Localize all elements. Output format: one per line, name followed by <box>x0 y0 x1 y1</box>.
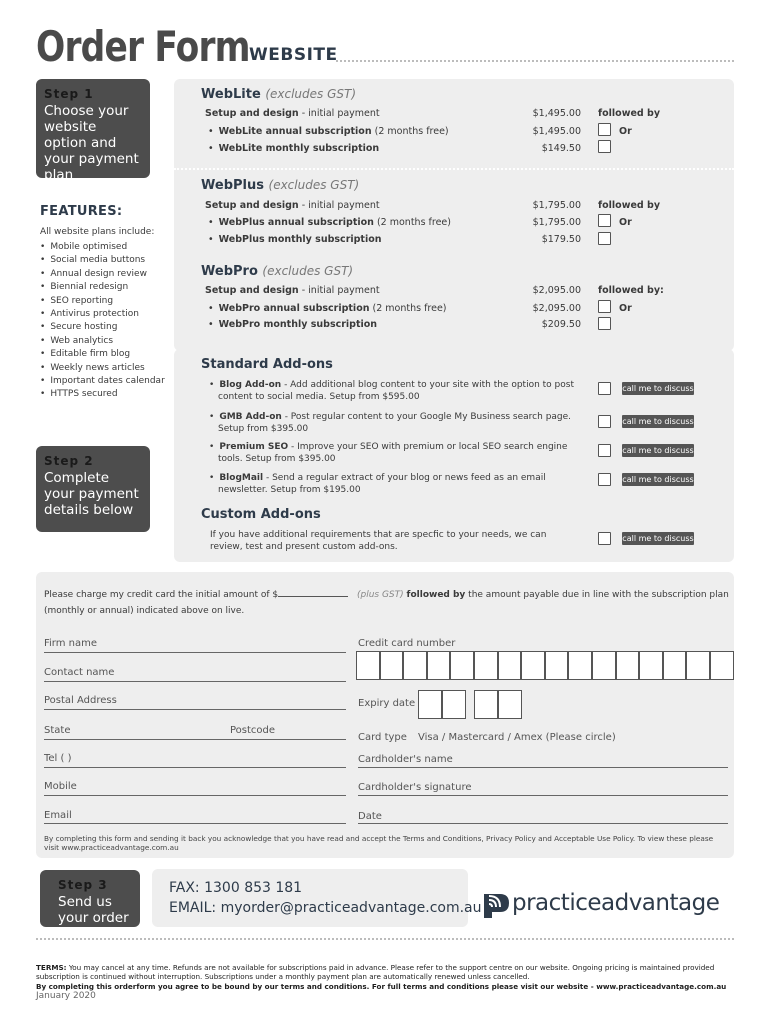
terms-text: TERMS: You may cancel at any time. Refunds are not available for subscriptions paid in advance. Please refer to the support centre on our website. Ongoing pricing is maintained provided subscription is continued without interruption. Subscriptions under a monthly payment plan are automatically renewed unless cancelled. <box>36 963 715 981</box>
plan-monthly-price: $179.50 <box>541 234 581 245</box>
list-item: • Web analytics <box>40 335 170 348</box>
date-field[interactable] <box>358 823 728 824</box>
call-me-button[interactable]: call me to discuss <box>622 417 694 426</box>
contact-panel <box>152 869 468 927</box>
step-1-text: Choose your website option and your payment plan <box>44 103 139 183</box>
custom-addons-title: Custom Add-ons <box>201 507 321 522</box>
tel-field[interactable] <box>44 767 346 768</box>
expiry-box[interactable] <box>442 690 466 719</box>
credit-card-digit-box[interactable] <box>450 651 474 680</box>
plan-name: WebPlus <box>201 178 264 193</box>
practiceadvantage-logo: practiceadvantage <box>512 890 720 916</box>
credit-card-digit-box[interactable] <box>474 651 498 680</box>
email-field[interactable] <box>44 823 346 824</box>
list-item: • SEO reporting <box>40 295 170 308</box>
cardholder-name-field[interactable] <box>358 767 728 768</box>
plan-weblite-title <box>201 87 356 102</box>
tel-label: Tel ( ) <box>44 753 72 764</box>
or-label: Or <box>619 126 632 137</box>
card-type-options[interactable]: Visa / Mastercard / Amex (Please circle) <box>418 732 616 743</box>
credit-card-digit-box[interactable] <box>356 651 380 680</box>
step-3-box <box>40 870 140 927</box>
followed-by-label: followed by <box>598 200 661 211</box>
charge-text: Please charge my credit card the initial amount of $ (plus GST) followed by the amount payable due in line with the subscription plan <box>44 590 729 600</box>
mobile-label: Mobile <box>44 781 77 792</box>
postcode-label: Postcode <box>230 725 276 736</box>
state-postcode-field[interactable] <box>44 739 346 740</box>
card-type-label: Card type <box>358 732 407 743</box>
features-list <box>40 241 170 402</box>
or-label: Or <box>619 303 632 314</box>
credit-card-digit-box[interactable] <box>545 651 569 680</box>
expiry-box[interactable] <box>418 690 442 719</box>
mobile-field[interactable] <box>44 795 346 796</box>
list-item: • Editable firm blog <box>40 348 170 361</box>
list-item: • Secure hosting <box>40 321 170 334</box>
practiceadvantage-logo-icon <box>482 891 512 919</box>
standard-addons-title: Standard Add-ons <box>201 357 333 372</box>
credit-card-digit-box[interactable] <box>521 651 545 680</box>
call-me-button[interactable]: call me to discuss <box>622 384 694 393</box>
webpro-monthly-checkbox[interactable] <box>598 317 611 330</box>
list-item: • HTTPS secured <box>40 388 170 401</box>
credit-card-digit-box[interactable] <box>427 651 451 680</box>
step-1-label: Step 1 <box>44 87 94 101</box>
addon-gmb-checkbox[interactable] <box>598 415 611 428</box>
firm-name-label: Firm name <box>44 638 98 649</box>
weblite-annual-checkbox[interactable] <box>598 123 611 136</box>
page-title: Order Form <box>36 22 250 71</box>
features-block <box>40 204 170 402</box>
step-1-box <box>36 79 150 183</box>
weblite-monthly-checkbox[interactable] <box>598 140 611 153</box>
webpro-annual-checkbox[interactable] <box>598 300 611 313</box>
cardholder-name-label: Cardholder's name <box>358 754 453 765</box>
webplus-annual-checkbox[interactable] <box>598 214 611 227</box>
custom-addons-desc: If you have additional requirements that are specfic to your needs, we can review, test and present custom add-ons. <box>210 530 547 552</box>
addon-blog: • Blog Add-on - Add additional blog content to your site with the option to post content to social media. Setup from $595.00 <box>218 379 578 403</box>
expiry-box[interactable] <box>474 690 498 719</box>
fax-number: 1300 853 181 <box>204 880 303 896</box>
plan-annual-price: $1,495.00 <box>532 126 581 137</box>
list-item: • Weekly news articles <box>40 362 170 375</box>
credit-card-digit-box[interactable] <box>403 651 427 680</box>
credit-card-digit-box[interactable] <box>710 651 734 680</box>
plan-monthly-row: • WebPlus monthly subscription <box>208 234 382 245</box>
step-2-box <box>36 446 150 532</box>
list-item: • Important dates calendar <box>40 375 170 388</box>
charge-text-line2: (monthly or annual) indicated above on live. <box>44 606 245 616</box>
call-me-button[interactable]: call me to discuss <box>622 475 694 484</box>
step-3-text: Send us your order <box>58 894 129 926</box>
call-me-button[interactable]: call me to discuss <box>622 534 694 543</box>
list-item: • Biennial redesign <box>40 281 170 294</box>
plan-webplus-title <box>201 178 359 193</box>
credit-card-digit-box[interactable] <box>568 651 592 680</box>
plan-monthly-row: • WebLite monthly subscription <box>208 143 379 154</box>
list-item: • Antivirus protection <box>40 308 170 321</box>
page-subtitle: WEBSITE <box>249 45 338 65</box>
plan-webpro-title <box>201 264 353 279</box>
step-2-label: Step 2 <box>44 454 94 468</box>
credit-card-digit-box[interactable] <box>639 651 663 680</box>
footer-divider <box>36 938 734 940</box>
credit-card-digit-box[interactable] <box>592 651 616 680</box>
features-title: FEATURES: <box>40 204 123 219</box>
acknowledge-text: By completing this form and sending it back you acknowledge that you have read and accept the Terms and Conditions, Privacy Policy and Acceptable Use Policy. To view these please visit www.practiceadvantage.com.au <box>44 834 714 852</box>
credit-card-digit-box[interactable] <box>498 651 522 680</box>
plan-gst-note: (excludes GST) <box>265 87 357 101</box>
addon-blogmail-checkbox[interactable] <box>598 473 611 486</box>
footer-date: January 2020 <box>36 991 96 1001</box>
call-me-button[interactable]: call me to discuss <box>622 446 694 455</box>
plan-gst-note: (excludes GST) <box>268 178 360 192</box>
plan-setup-price: $1,495.00 <box>532 108 581 119</box>
credit-card-digit-box[interactable] <box>663 651 687 680</box>
plan-setup-row: Setup and design - initial payment <box>205 285 380 296</box>
plan-name: WebLite <box>201 87 261 102</box>
terms-agree: By completing this orderform you agree to be bound by our terms and conditions. For full terms and conditions please visit our website - www.practiceadvantage.com.au January 2020 <box>36 982 727 1001</box>
plan-monthly-price: $149.50 <box>541 143 581 154</box>
addon-seo-checkbox[interactable] <box>598 444 611 457</box>
followed-by-label: followed by: <box>598 285 664 296</box>
list-item: • Annual design review <box>40 268 170 281</box>
plan-setup-row: Setup and design - initial payment <box>205 200 380 211</box>
plan-monthly-row: • WebPro monthly subscription <box>208 319 377 330</box>
followed-by-label: followed by <box>598 108 661 119</box>
plan-annual-price: $1,795.00 <box>532 217 581 228</box>
cardholder-signature-label: Cardholder's signature <box>358 782 472 793</box>
credit-card-digit-box[interactable] <box>380 651 404 680</box>
order-email-link[interactable]: myorder@practiceadvantage.com.au <box>220 900 482 916</box>
addon-gmb: • GMB Add-on - Post regular content to your Google My Business search page. Setup from $395.00 <box>218 411 578 435</box>
addon-blog-checkbox[interactable] <box>598 382 611 395</box>
list-item: • Social media buttons <box>40 254 170 267</box>
header-divider <box>336 60 734 62</box>
plan-setup-price: $1,795.00 <box>532 200 581 211</box>
date-label: Date <box>358 811 382 822</box>
credit-card-digit-box[interactable] <box>616 651 640 680</box>
or-label: Or <box>619 217 632 228</box>
firm-name-field[interactable] <box>44 652 346 653</box>
addon-premium-seo: • Premium SEO - Improve your SEO with premium or local SEO search engine tools. Setup from $395.00 <box>218 441 578 465</box>
contact-name-field[interactable] <box>44 681 346 682</box>
expiry-box[interactable] <box>498 690 522 719</box>
plan-name: WebPro <box>201 264 258 279</box>
email-line: EMAIL: myorder@practiceadvantage.com.au <box>169 900 482 916</box>
credit-card-label: Credit card number <box>358 638 456 649</box>
webplus-monthly-checkbox[interactable] <box>598 232 611 245</box>
plan-annual-row: • WebLite annual subscription (2 months free) <box>208 126 449 137</box>
cardholder-signature-field[interactable] <box>358 795 728 796</box>
charge-amount-field[interactable] <box>278 596 348 597</box>
plan-separator <box>174 168 734 170</box>
step-3-label: Step 3 <box>58 878 108 892</box>
state-label: State <box>44 725 71 736</box>
plan-setup-row: Setup and design - initial payment <box>205 108 380 119</box>
plan-monthly-price: $209.50 <box>541 319 581 330</box>
postal-address-label: Postal Address <box>44 695 117 706</box>
plan-gst-note: (excludes GST) <box>262 264 354 278</box>
email-label: Email <box>44 810 72 821</box>
postal-address-field[interactable] <box>44 709 346 710</box>
contact-name-label: Contact name <box>44 667 115 678</box>
plan-setup-price: $2,095.00 <box>532 285 581 296</box>
list-item: • Mobile optimised <box>40 241 170 254</box>
credit-card-digit-box[interactable] <box>686 651 710 680</box>
expiry-date-label: Expiry date <box>358 698 416 709</box>
plan-annual-price: $2,095.00 <box>532 303 581 314</box>
features-intro: All website plans include: <box>40 227 155 237</box>
plan-annual-row: • WebPlus annual subscription (2 months free) <box>208 217 451 228</box>
plan-annual-row: • WebPro annual subscription (2 months free) <box>208 303 447 314</box>
fax-line: FAX: 1300 853 181 <box>169 880 303 896</box>
custom-addon-checkbox[interactable] <box>598 532 611 545</box>
addon-blogmail: • BlogMail - Send a regular extract of your blog or news feed as an email newsletter. Setup from $195.00 <box>218 472 578 496</box>
step-2-text: Complete your payment details below <box>44 470 139 518</box>
